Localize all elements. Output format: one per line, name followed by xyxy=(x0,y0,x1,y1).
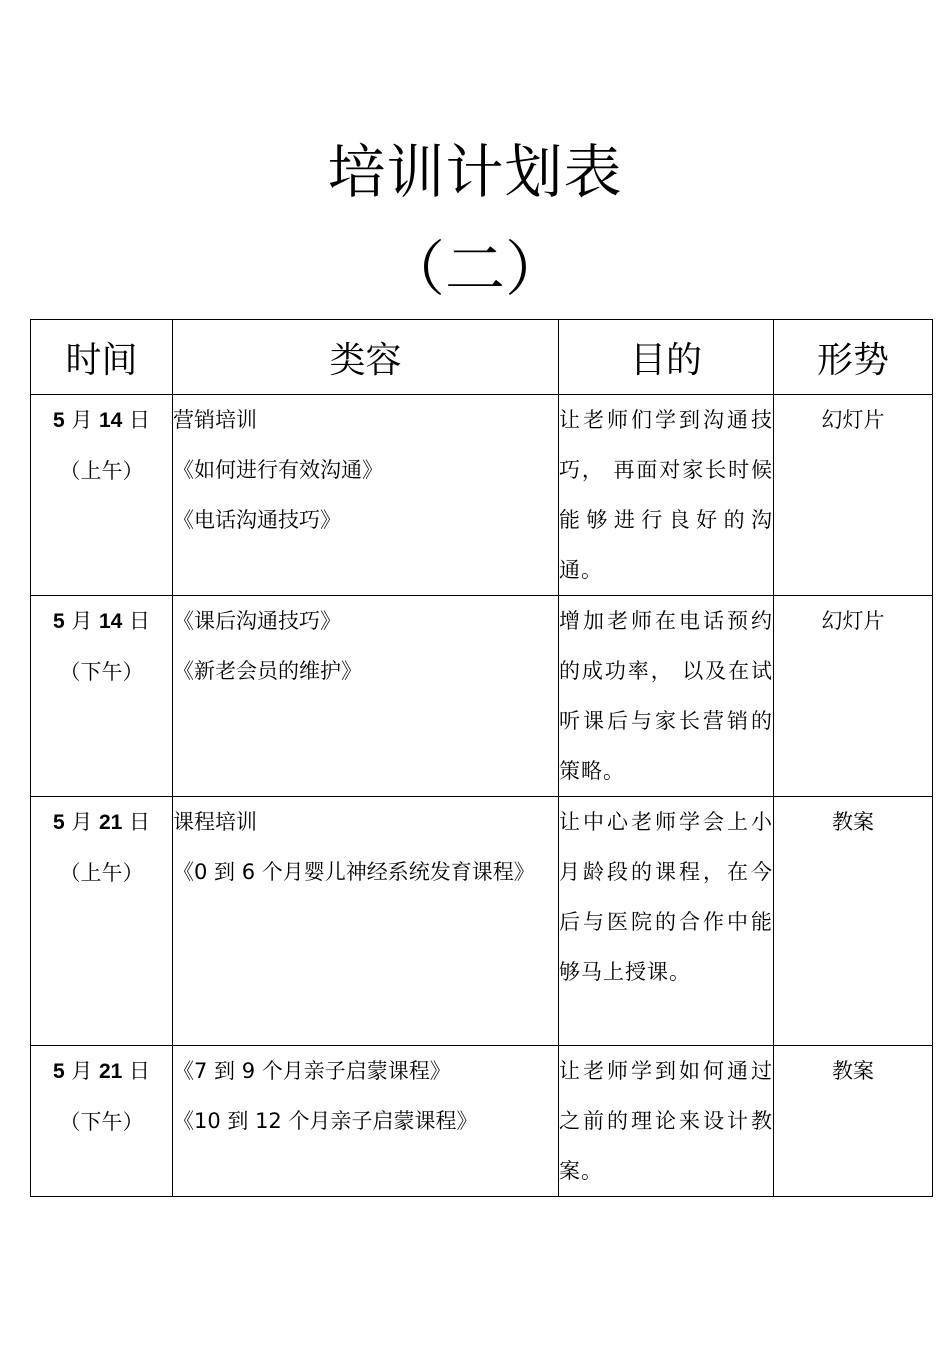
table-header-row xyxy=(31,320,933,395)
purpose-cell: 增加老师在电话预约的成功率， 以及在试听课后与家长营销的策略。 xyxy=(559,596,774,797)
header-content: 类容 xyxy=(173,320,559,395)
time-cell xyxy=(31,1046,173,1197)
training-plan-table xyxy=(30,319,933,1197)
time-cell xyxy=(31,395,173,596)
content-line: 《如何进行有效沟通》 xyxy=(173,458,383,482)
date: 5 月 21 日 xyxy=(52,1059,151,1083)
form-cell: 幻灯片 xyxy=(774,395,933,596)
form-cell: 教案 xyxy=(774,797,933,1046)
date: 5 月 21 日 xyxy=(52,810,151,834)
date: 5 月 14 日 xyxy=(52,609,151,633)
content-line: 《7 到 9 个月亲子启蒙课程》 xyxy=(173,1059,451,1083)
content-line: 《电话沟通技巧》 xyxy=(173,508,341,532)
purpose-cell: 让老师们学到沟通技巧， 再面对家长时候能够进行良好的沟通。 xyxy=(559,395,774,596)
content-cell xyxy=(173,797,559,1046)
period: （下午） xyxy=(59,1110,144,1134)
form-cell: 教案 xyxy=(774,1046,933,1197)
content-line: 课程培训 xyxy=(173,810,257,834)
page-title: 培训计划表 xyxy=(327,138,623,206)
header-purpose: 目的 xyxy=(559,320,774,395)
table-row xyxy=(31,797,933,1046)
time-cell xyxy=(31,797,173,1046)
time-cell xyxy=(31,596,173,797)
period: （上午） xyxy=(59,861,144,885)
period: （下午） xyxy=(59,660,144,684)
content-line: 《0 到 6 个月婴儿神经系统发育课程》 xyxy=(173,860,535,884)
purpose-cell: 让中心老师学会上小月龄段的课程，在今后与医院的合作中能够马上授课。 xyxy=(559,797,774,1046)
period: （上午） xyxy=(59,459,144,483)
header-form: 形势 xyxy=(774,320,933,395)
content-cell xyxy=(173,395,559,596)
form-cell: 幻灯片 xyxy=(774,596,933,797)
content-line: 《10 到 12 个月亲子启蒙课程》 xyxy=(173,1109,478,1133)
content-line: 营销培训 xyxy=(173,408,257,432)
table-row xyxy=(31,1046,933,1197)
content-line: 《新老会员的维护》 xyxy=(173,659,362,683)
page-subtitle: （二） xyxy=(385,235,565,305)
content-line: 《课后沟通技巧》 xyxy=(173,609,341,633)
purpose-cell: 让老师学到如何通过之前的理论来设计教案。 xyxy=(559,1046,774,1197)
date: 5 月 14 日 xyxy=(52,408,151,432)
table-row xyxy=(31,596,933,797)
header-time: 时间 xyxy=(31,320,173,395)
content-cell xyxy=(173,1046,559,1197)
table-row xyxy=(31,395,933,596)
content-cell xyxy=(173,596,559,797)
